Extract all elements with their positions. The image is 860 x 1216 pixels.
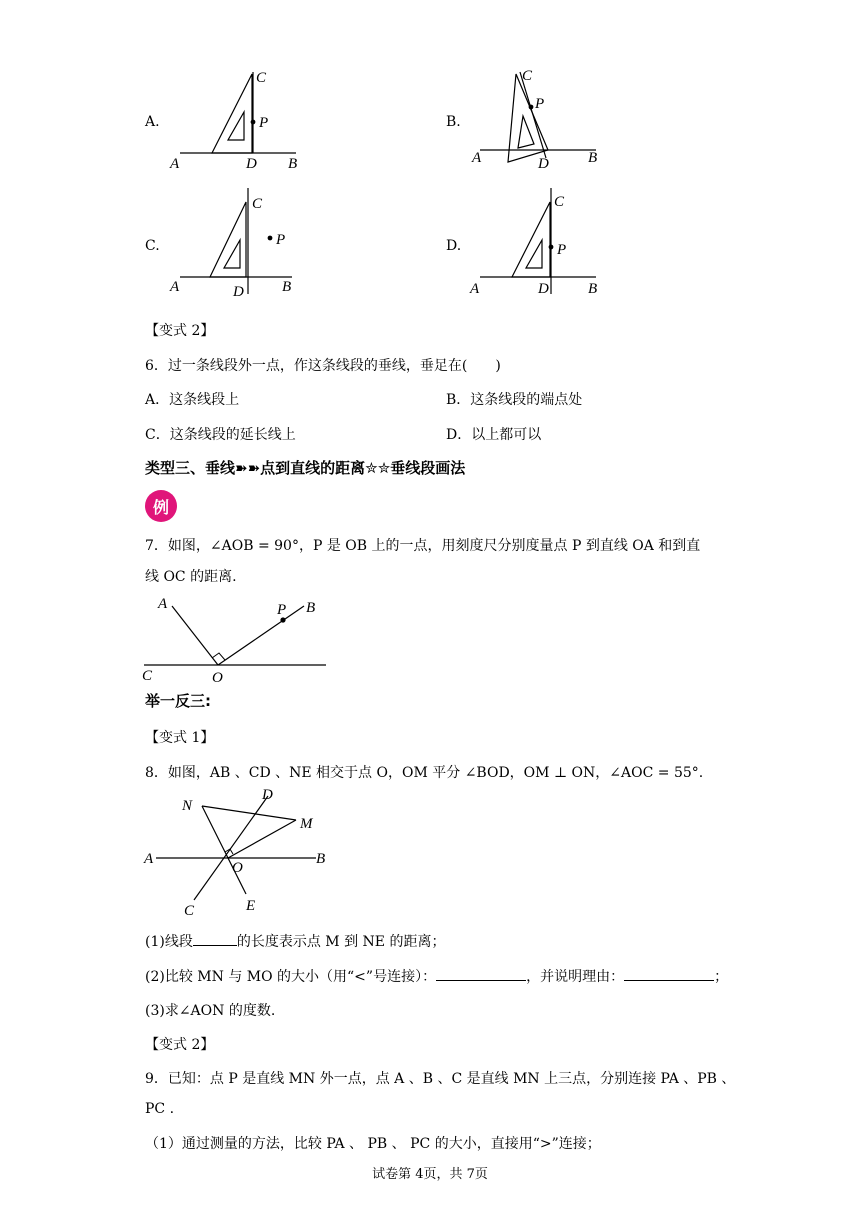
variant2-heading-b: 【变式 2】: [145, 1037, 215, 1053]
q8-part2-blank-reason[interactable]: [624, 966, 714, 981]
q6-option-d: D．以上都可以: [446, 427, 542, 443]
q8-point-e: E: [246, 898, 256, 914]
option-b-point-a: A: [472, 150, 482, 166]
option-d-point-p: P: [557, 242, 567, 258]
option-a-point-a: A: [170, 156, 180, 172]
option-b-point-b: B: [588, 150, 598, 166]
option-b-point-p: P: [535, 96, 545, 112]
option-a-label: A.: [145, 114, 160, 130]
option-a-point-c: C: [256, 70, 267, 86]
option-b-label: B.: [446, 114, 461, 130]
q8-part1-before: (1)线段: [145, 934, 193, 950]
option-a-point-b: B: [288, 156, 298, 172]
option-d-label: D.: [446, 238, 462, 254]
q8-part2-mid: ，并说明理由：: [526, 969, 625, 985]
q8-point-m: M: [300, 816, 313, 832]
option-c-point-d: D: [233, 284, 244, 300]
q9-line1: 9．已知：点 P 是直线 MN 外一点，点 A 、B 、C 是直线 MN 上三点，分别连接 PA 、PB 、: [145, 1071, 736, 1087]
q7-line1: 7．如图，∠AOB = 90°，P 是 OB 上的一点，用刻度尺分别度量点 P 到直线 OA 和到直: [145, 538, 701, 554]
q8-figure: [140, 782, 340, 918]
q6-stem: 6．过一条线段外一点，作这条线段的垂线，垂足在( ): [145, 358, 501, 374]
option-c-point-b: B: [282, 279, 292, 295]
q9-line2: PC .: [145, 1101, 175, 1117]
q8-part1-after: 的长度表示点 M 到 NE 的距离；: [236, 934, 446, 950]
q7-point-p: P: [277, 602, 287, 618]
option-a-point-d: D: [246, 156, 257, 172]
q6-option-c: C．这条线段的延长线上: [145, 427, 296, 443]
q9-line3: （1）通过测量的方法，比较 PA 、 PB 、 PC 的大小，直接用“>”连接；: [145, 1136, 601, 1152]
option-a-figure: [168, 62, 318, 172]
q6-option-a: A．这条线段上: [145, 392, 240, 408]
option-d-point-d: D: [538, 281, 549, 297]
q8-point-c: C: [184, 903, 195, 919]
page-footer: 试卷第 4页，共 7页: [372, 1167, 488, 1182]
q8-part2-blank-compare[interactable]: [436, 966, 526, 981]
option-b-point-d: D: [538, 156, 549, 172]
q8-part1: [145, 931, 445, 951]
q8-point-a: A: [144, 851, 154, 867]
example-badge: 例: [145, 490, 177, 522]
q8-stem: 8．如图，AB 、CD 、NE 相交于点 O，OM 平分 ∠BOD，OM ⊥ ON，∠AOC = 55°.: [145, 765, 704, 781]
q8-part1-blank[interactable]: [193, 931, 237, 946]
option-c-point-c: C: [252, 196, 263, 212]
option-b-point-c: C: [522, 68, 533, 84]
option-c-label: C.: [145, 238, 160, 254]
section3-title: 类型三、垂线➽➽点到直线的距离✮✮垂线段画法: [145, 459, 466, 477]
q6-option-b: B．这条线段的端点处: [446, 392, 583, 408]
variant2-heading-a: 【变式 2】: [145, 323, 215, 339]
q8-part3: (3)求∠AON 的度数.: [145, 1003, 276, 1019]
q8-point-o: O: [232, 860, 243, 876]
q7-point-a: A: [158, 596, 168, 612]
q8-point-d: D: [262, 787, 273, 803]
practice-title: 举一反三:: [145, 692, 211, 710]
option-d-point-c: C: [554, 194, 565, 210]
option-d-figure: [468, 188, 618, 300]
option-d-point-a: A: [470, 281, 480, 297]
option-c-figure: [168, 188, 318, 300]
q7-figure: [140, 590, 340, 686]
option-d-point-b: B: [588, 281, 598, 297]
variant1-heading: 【变式 1】: [145, 730, 215, 746]
option-c-point-p: P: [276, 232, 286, 248]
q8-point-n: N: [182, 798, 193, 814]
q7-line2: 线 OC 的距离.: [145, 569, 237, 585]
q8-part2-end: ；: [714, 969, 729, 985]
option-a-point-p: P: [259, 115, 269, 131]
option-c-point-a: A: [170, 279, 180, 295]
q7-point-b: B: [306, 600, 316, 616]
q7-point-o: O: [212, 670, 223, 686]
option-b-figure: [468, 64, 618, 174]
q8-part2: [145, 966, 728, 986]
q8-point-b: B: [316, 851, 326, 867]
q8-part2-before: (2)比较 MN 与 MO 的大小（用“<”号连接）：: [145, 969, 437, 985]
q7-point-c: C: [142, 668, 153, 684]
